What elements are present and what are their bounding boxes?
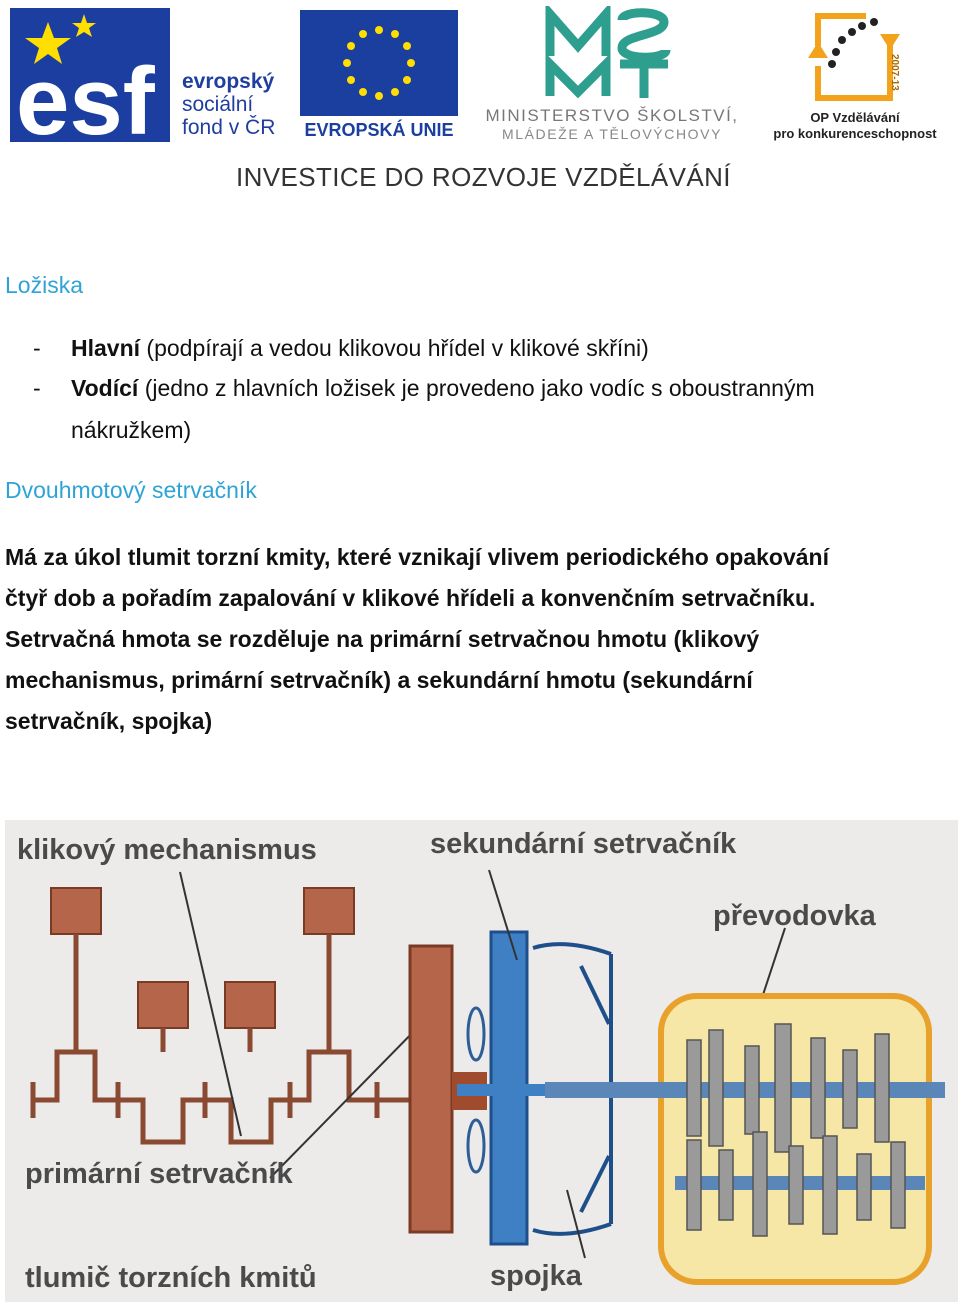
paragraph-line: Má za úkol tlumit torzní kmity, které vznikají vlivem periodického opakování (5, 544, 829, 570)
paragraph-line: setrvačník, spojka) (5, 708, 213, 734)
piston (304, 888, 354, 934)
list-item-text-cont: nákružkem) (71, 417, 192, 443)
crankshaft (35, 1052, 423, 1142)
paragraph-line: Setrvačná hmota se rozděluje na primární setrvačnou hmotu (klikový (5, 626, 760, 652)
diagram-drawing (5, 820, 958, 1302)
paragraph-line: mechanismus, primární setrvačník) a sekundární hmotu (sekundární (5, 667, 753, 693)
label-secondary-flywheel: sekundární setrvačník (430, 828, 737, 860)
eu-logo (300, 10, 458, 140)
msmt-logo (472, 6, 752, 146)
dual-mass-flywheel-diagram (5, 820, 958, 1302)
primary-flywheel (410, 946, 452, 1232)
label-torsion-damper: tlumič torzních kmitů (25, 1262, 317, 1294)
label-crank-mechanism: klikový mechanismus (17, 834, 317, 866)
tagline: INVESTICE DO ROZVOJE VZDĚLÁVÁNÍ (236, 162, 731, 192)
op-logo (760, 6, 950, 146)
esf-line2: sociální (182, 93, 254, 116)
eu-label: EVROPSKÁ UNIE (304, 120, 454, 140)
piston (51, 888, 101, 934)
list-item-term: Vodící (71, 375, 139, 401)
esf-text (182, 70, 275, 139)
paragraph-line: čtyř dob a pořadím zapalování v klikové hřídeli a konvenčním setrvačníku. (5, 585, 816, 611)
esf-line3: fond v ČR (182, 116, 276, 139)
piston-group (51, 888, 354, 1028)
bearing-marks (33, 1082, 377, 1118)
piston (138, 982, 188, 1028)
label-gearbox: převodovka (713, 900, 876, 932)
msmt-line2: MLÁDEŽE A TĚLOVÝCHOVY (501, 126, 723, 142)
op-line1: OP Vzdělávání (810, 110, 900, 125)
list-item-body (71, 334, 951, 362)
list-item-body (71, 374, 951, 444)
eu-flag-icon (300, 10, 458, 116)
heading-bearings: Ložiska (5, 272, 83, 298)
label-primary-flywheel: primární setrvačník (25, 1158, 293, 1190)
bullet-dash: - (33, 375, 41, 401)
esf-line1: evropský (182, 70, 275, 93)
msmt-line1: MINISTERSTVO ŠKOLSTVÍ, (485, 106, 739, 125)
list-item-text: (podpírají a vedou klikovou hřídel v klikové skříni) (140, 335, 649, 361)
op-years: 2007-13 (889, 54, 900, 91)
piston (225, 982, 275, 1028)
label-clutch: spojka (490, 1260, 582, 1292)
list-item-text: (jedno z hlavních ložisek je provedeno jako vodíc s oboustranným (138, 375, 815, 401)
msmt-mark (542, 6, 682, 102)
esf-mark (10, 8, 170, 142)
connecting-rods (76, 934, 329, 1052)
svg-text:esf: esf (16, 48, 155, 142)
bullet-dash: - (33, 335, 41, 361)
flywheel-paragraph (5, 537, 955, 742)
op-line2: pro konkurenceschopnost (773, 126, 937, 141)
header-logos (0, 0, 960, 200)
esf-logo (10, 8, 292, 142)
heading-flywheel: Dvouhmotový setrvačník (5, 477, 257, 503)
list-item-term: Hlavní (71, 335, 141, 361)
leader-line (567, 1190, 585, 1258)
